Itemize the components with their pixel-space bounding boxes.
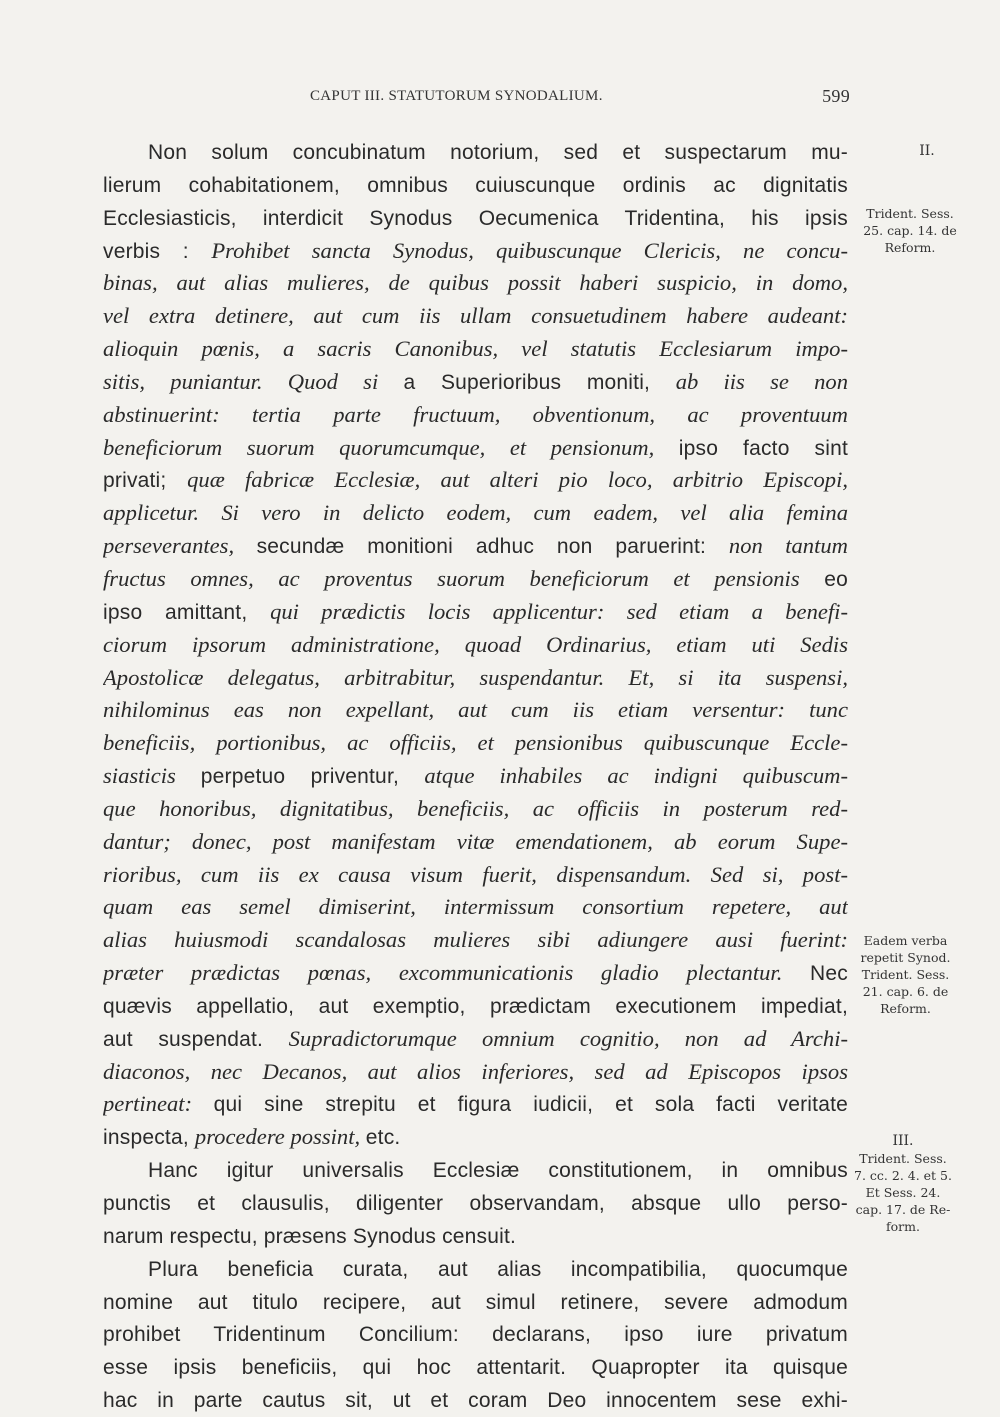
main-text — [103, 136, 848, 1417]
text-line — [103, 169, 848, 202]
text-line — [103, 727, 848, 760]
text-segment: secundæ monitioni adhuc non paruerint: — [256, 535, 729, 559]
italic-quote-segment: Supradictorumque omnium cognitio, non ad Archi- — [288, 1025, 848, 1051]
italic-quote-segment: alias huiusmodi scandalosas mulieres sibi adiungere ausi fuerint: — [103, 927, 848, 953]
text-line — [103, 1351, 848, 1384]
text-segment: eo — [824, 567, 848, 591]
text-line — [103, 1253, 848, 1286]
italic-quote-segment: fructus omnes, ac proventus suorum beneficiorum et pensionis — [103, 565, 825, 591]
text-segment: ipso amittant, — [103, 600, 271, 624]
text-segment: privati; — [103, 469, 188, 493]
italic-quote-segment: nihilominus eas non expellant, aut cum iis etiam versentur: tunc — [103, 697, 848, 723]
margin-note-2 — [862, 143, 992, 160]
text-segment: hac in parte cautus sit, ut et coram Deo innocentem sese exhi- — [103, 1389, 848, 1413]
margin-note-label: III. — [892, 1133, 914, 1149]
italic-quote-segment: perseverantes, — [103, 533, 257, 559]
italic-quote-segment: applicetur. Si vero in delicto eodem, cum eadem, vel alia femina — [103, 500, 848, 526]
margin-note-line: Et Sess. 24. — [865, 1185, 941, 1200]
text-line — [103, 1384, 848, 1417]
italic-quote-segment: rioribus, cum iis ex causa visum fuerit, dispensandum. Sed si, post- — [103, 861, 848, 887]
italic-quote-segment: qui prædictis locis applicentur: sed etiam a benefi- — [270, 598, 848, 624]
italic-quote-segment: que honoribus, dignitatibus, beneficiis, ac officiis in posterum red- — [103, 795, 848, 821]
text-line — [103, 891, 848, 924]
text-segment: prohibet Tridentinum Concilium: declarans, ipso iure privatum — [103, 1323, 848, 1347]
italic-quote-segment: beneficiis, portionibus, ac officiis, et pensionibus quibuscunque Eccle- — [103, 730, 848, 756]
text-segment: a Superioribus moniti, — [403, 370, 676, 394]
text-segment: verbis : — [103, 239, 212, 263]
text-line — [103, 1121, 848, 1154]
text-segment: aut suspendat. — [103, 1027, 289, 1051]
margin-note-eadem — [853, 932, 958, 1017]
text-line — [103, 1056, 848, 1089]
italic-quote-segment: dantur; donec, post manifestam vitæ emendationem, ab eorum Supe- — [103, 828, 848, 854]
text-segment: narum respectu, præsens Synodus censuit. — [103, 1224, 517, 1248]
text-line — [103, 1220, 848, 1253]
italic-quote-segment: non tantum — [728, 533, 848, 559]
italic-quote-segment: beneficiorum suorum quorumcumque, et pensionum, — [103, 434, 679, 460]
italic-quote-segment: siasticis — [103, 763, 201, 789]
italic-quote-segment: abstinuerint: tertia parte fructuum, obventionum, ac proventuum — [103, 401, 848, 427]
text-line — [103, 432, 848, 465]
text-line — [103, 464, 848, 497]
text-segment: perpetuo priventur, — [200, 765, 425, 789]
italic-quote-segment: ciorum ipsorum administratione, quoad Ordinarius, etiam uti Sedis — [103, 631, 848, 657]
text-segment: nomine aut titulo recipere, aut simul retinere, severe admodum — [103, 1290, 848, 1314]
text-segment: esse ipsis beneficiis, qui hoc attentarit. Quapropter ita quisque — [103, 1356, 848, 1380]
text-line — [103, 235, 848, 268]
text-segment: quævis appellatio, aut exemptio, prædictam executionem impediat, — [103, 994, 848, 1018]
italic-quote-segment: sitis, puniantur. Quod si — [103, 368, 404, 394]
italic-quote-segment: diaconos, nec Decanos, aut alios inferiores, sed ad Episcopos ipsos — [103, 1058, 848, 1084]
text-line — [103, 793, 848, 826]
italic-quote-segment: præter prædictas pœnas, excommunicationis gladio plectantur. — [103, 960, 811, 986]
margin-note-line: Trident. Sess. — [859, 1151, 947, 1166]
running-title: CAPUT III. STATUTORUM SYNODALIUM. — [310, 88, 603, 104]
italic-quote-segment: procedere possint, — [194, 1124, 366, 1150]
text-line — [103, 760, 848, 793]
text-segment: Plura beneficia curata, aut alias incompatibilia, quocumque — [148, 1257, 848, 1281]
text-line — [103, 859, 848, 892]
margin-note-label: II. — [919, 143, 935, 159]
margin-note-3 — [848, 1133, 958, 1235]
text-segment: Ecclesiasticis, interdicit Synodus Oecumenica Tridentina, his ipsis — [103, 206, 848, 230]
italic-quote-segment: Apostolicæ delegatus, arbitrabitur, suspendantur. Et, si ita suspensi, — [103, 664, 848, 690]
text-segment: ipso facto sint — [678, 436, 848, 460]
text-line — [103, 957, 848, 990]
text-line — [103, 694, 848, 727]
text-line — [103, 1286, 848, 1319]
margin-note-line: form. — [886, 1219, 920, 1234]
margin-note-line: 7. cc. 2. 4. et 5. — [854, 1168, 952, 1183]
margin-note-line: Trident. Sess. — [866, 206, 954, 221]
text-segment: etc. — [365, 1126, 401, 1150]
italic-quote-segment: Prohibet sancta Synodus, quibuscunque Clericis, ne concu- — [211, 237, 848, 263]
text-line — [103, 924, 848, 957]
margin-note-line: Reform. — [884, 240, 936, 255]
text-line — [103, 136, 848, 169]
margin-note-line: 21. cap. 6. de — [862, 984, 949, 999]
text-line — [103, 826, 848, 859]
text-segment: qui sine strepitu et figura iudicii, et sola facti veritate — [213, 1093, 848, 1117]
margin-note-line: repetit Synod. — [860, 950, 951, 965]
text-line — [103, 399, 848, 432]
italic-quote-segment: ab iis se non — [675, 368, 848, 394]
text-line — [103, 662, 848, 695]
text-segment: Hanc igitur universalis Ecclesiæ constitutionem, in omnibus — [148, 1159, 848, 1183]
text-line — [103, 629, 848, 662]
text-line — [103, 1023, 848, 1056]
margin-note-line: Trident. Sess. — [861, 967, 950, 982]
text-segment: inspecta, — [103, 1126, 195, 1150]
italic-quote-segment: atque inhabiles ac indigni quibuscum- — [424, 763, 848, 789]
text-line — [103, 300, 848, 333]
text-line — [103, 333, 848, 366]
text-line — [103, 267, 848, 300]
text-line — [103, 366, 848, 399]
text-segment: lierum cohabitationem, omnibus cuiuscunque ordinis ac dignitatis — [103, 173, 848, 197]
page-number: 599 — [822, 86, 850, 106]
text-line — [103, 497, 848, 530]
text-line — [103, 1318, 848, 1351]
margin-note-2-ref — [855, 205, 965, 256]
margin-note-line: cap. 17. de Re- — [855, 1202, 951, 1217]
text-line — [103, 990, 848, 1023]
text-line — [103, 596, 848, 629]
italic-quote-segment: pertineat: — [103, 1091, 214, 1117]
text-line — [103, 1088, 848, 1121]
text-segment: punctis et clausulis, diligenter observandam, absque ullo perso- — [103, 1192, 848, 1215]
italic-quote-segment: quæ fabricæ Ecclesiæ, aut alteri pio loco, arbitrio Episcopi, — [187, 467, 848, 493]
text-line — [103, 1187, 848, 1220]
margin-note-line: Reform. — [880, 1001, 931, 1016]
text-line — [103, 1154, 848, 1187]
margin-note-label: Eadem verba — [863, 933, 948, 948]
italic-quote-segment: vel extra detinere, aut cum iis ullam consuetudinem habere audeant: — [103, 303, 848, 329]
text-segment: Non solum concubinatum notorium, sed et suspectarum mu- — [148, 141, 848, 164]
italic-quote-segment: quam eas semel dimiserint, intermissum consortium repetere, aut — [103, 894, 848, 920]
text-line — [103, 530, 848, 563]
margin-note-line: 25. cap. 14. de — [863, 223, 957, 238]
italic-quote-segment: alioquin pœnis, a sacris Canonibus, vel statutis Ecclesiarum impo- — [103, 336, 848, 362]
text-line — [103, 563, 848, 596]
text-line — [103, 202, 848, 235]
italic-quote-segment: binas, aut alias mulieres, de quibus possit haberi suspicio, in domo, — [103, 270, 848, 296]
text-segment: Nec — [810, 962, 848, 986]
